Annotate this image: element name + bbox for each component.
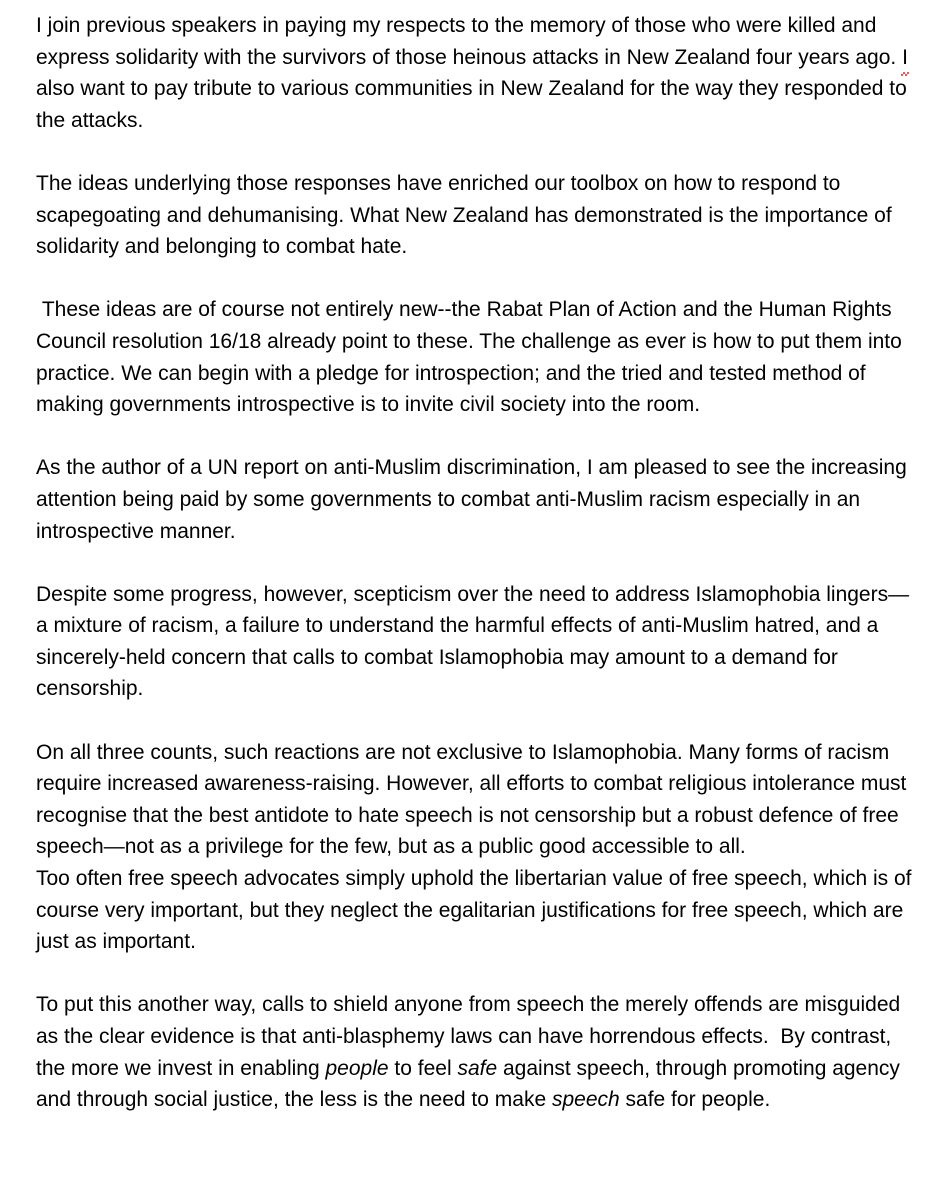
paragraph-another-way-text-3: against speech, through promoting agency and through social justice, the less is the need to make (36, 1056, 900, 1112)
paragraph-another-way-text-4: safe for people. (619, 1088, 771, 1112)
document-body (36, 10, 916, 1116)
emphasis-people: people (325, 1056, 389, 1080)
paragraph-un-report: As the author of a UN report on anti-Muslim discrimination, I am pleased to see the increasing attention being paid by some governments to combat anti-Muslim racism especially in an introspective manner. (36, 456, 907, 543)
paragraph-scepticism: Despite some progress, however, scepticism over the need to address Islamophobia lingers—a mixture of racism, a failure to understand the harmful effects of anti-Muslim hatred, and a sincerely-held concern that calls to combat Islamophobia may amount to a demand for censorship. (36, 582, 910, 701)
paragraph-another-way (36, 989, 916, 1115)
paragraph-rabat-plan: These ideas are of course not entirely new--the Rabat Plan of Action and the Human Rights Council resolution 16/18 already point to these. The challenge as ever is how to put them into practice. We can begin with a pledge for introspection; and the tried and tested method of making governments introspective is to invite civil society into the room. (36, 298, 902, 417)
paragraph-another-way-text-1: To put this another way, calls to shield anyone from speech the merely offends are misguided as the clear evidence is that anti-blasphemy laws can have horrendous effects. By contrast, the more we invest in enabling (36, 993, 901, 1080)
paragraph-free-speech: Too often free speech advocates simply uphold the libertarian value of free speech, which is of course very important, but they neglect the egalitarian justifications for free speech, which are just as important. (36, 867, 912, 954)
paragraph-three-counts: On all three counts, such reactions are not exclusive to Islamophobia. Many forms of racism require increased awareness-raising. However, all efforts to combat religious intolerance must recognise that the best antidote to hate speech is not censorship but a robust defence of free speech—not as a privilege for the few, but as a public good accessible to all. (36, 740, 907, 859)
spelling-flagged-word[interactable]: I (902, 42, 908, 74)
paragraph-ideas: The ideas underlying those responses have enriched our toolbox on how to respond to scapegoating and dehumanising. What New Zealand has demonstrated is the importance of solidarity and belonging to combat hate. (36, 171, 892, 259)
paragraph-tribute (36, 10, 916, 136)
emphasis-safe: safe (457, 1056, 498, 1080)
paragraph-tribute-text-end: also want to pay tribute to various communities in New Zealand for the way they responded to the attacks. (36, 77, 907, 132)
paragraph-another-way-text-2: to feel (388, 1056, 458, 1080)
paragraph-tribute-text-start: I join previous speakers in paying my respects to the memory of those who were killed and express solidarity with the survivors of those heinous attacks in New Zealand four years ago. (36, 14, 903, 69)
emphasis-speech: speech (551, 1088, 620, 1112)
